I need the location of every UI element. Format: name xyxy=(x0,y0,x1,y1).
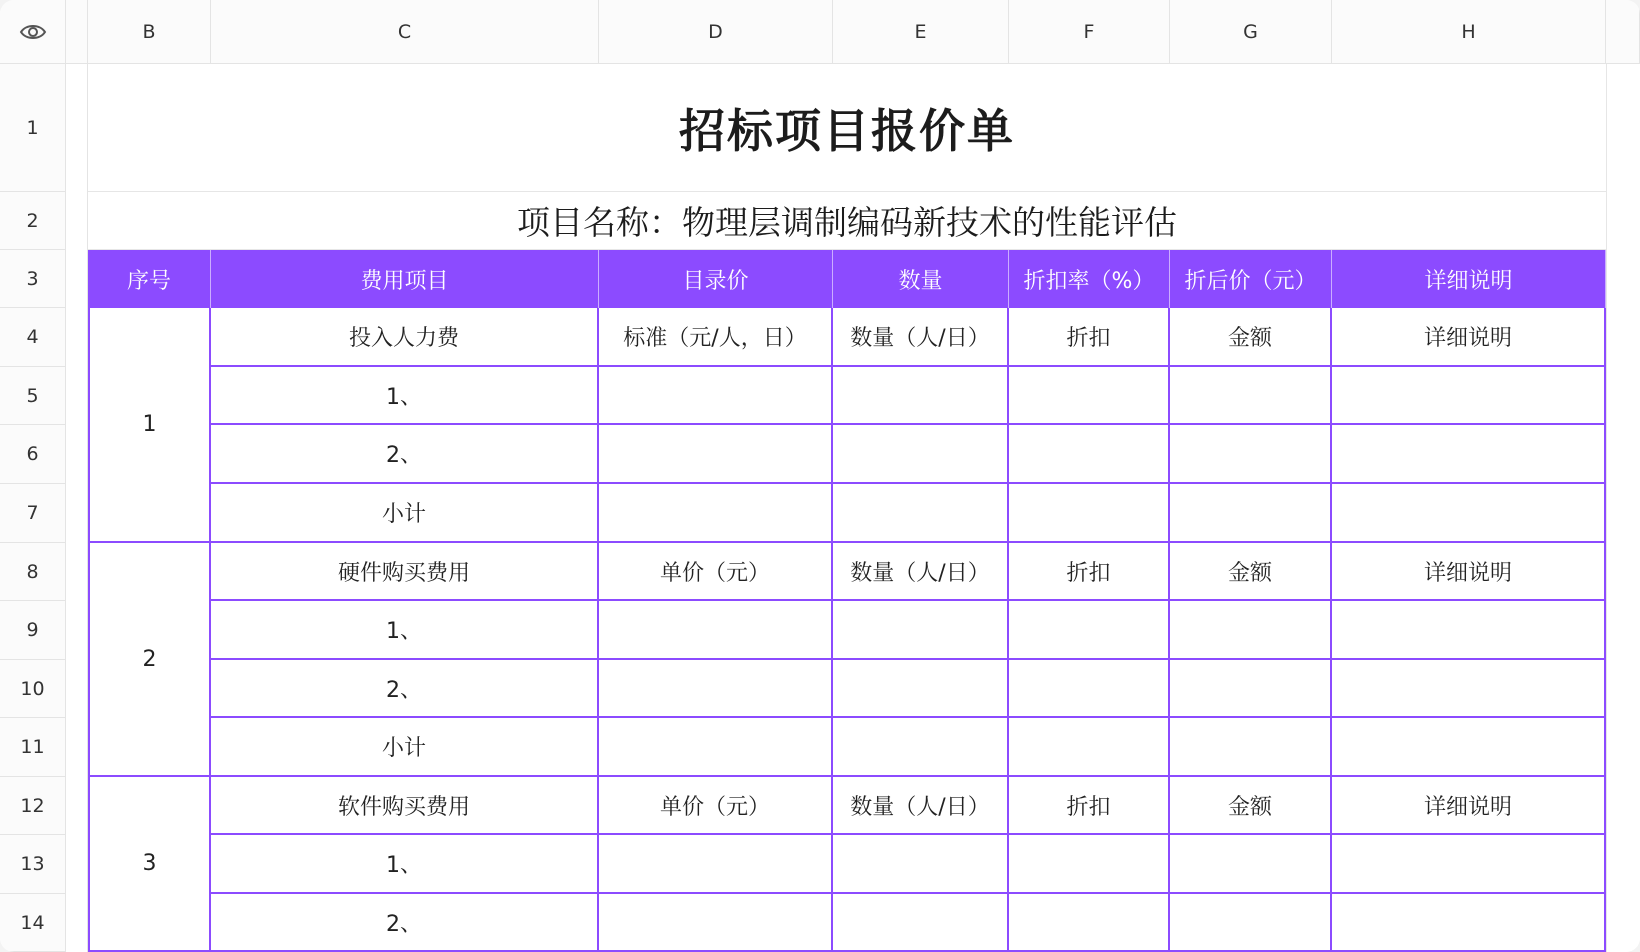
table-cell[interactable]: 1、 xyxy=(211,835,599,894)
table-cell[interactable]: 金额 xyxy=(1170,308,1332,367)
table-cell[interactable] xyxy=(599,425,833,484)
table-cell[interactable]: 2、 xyxy=(211,894,599,952)
table-cell[interactable]: 标准（元/人，日） xyxy=(599,308,833,367)
eye-icon[interactable] xyxy=(19,23,47,41)
sheet-right-margin xyxy=(1606,64,1640,952)
table-cell[interactable] xyxy=(1170,484,1332,543)
table-cell[interactable]: 折扣 xyxy=(1009,777,1170,835)
table-cell[interactable]: 金额 xyxy=(1170,777,1332,835)
select-all-corner[interactable] xyxy=(0,0,66,64)
table-cell[interactable]: 详细说明 xyxy=(1332,777,1606,835)
table-cell[interactable] xyxy=(1009,718,1170,777)
table-cell[interactable] xyxy=(599,835,833,894)
hidden-column-a-header[interactable] xyxy=(66,0,88,64)
column-header[interactable]: D xyxy=(599,0,833,64)
table-cell[interactable] xyxy=(1009,660,1170,718)
table-header-cell[interactable]: 费用项目 xyxy=(211,250,599,308)
table-cell[interactable] xyxy=(1332,425,1606,484)
table-cell[interactable] xyxy=(1170,660,1332,718)
table-header-cell[interactable]: 折扣率（%） xyxy=(1009,250,1170,308)
table-cell[interactable] xyxy=(1170,367,1332,425)
sequence-cell[interactable]: 1 xyxy=(88,308,211,543)
table-cell[interactable] xyxy=(833,425,1009,484)
row-header[interactable]: 14 xyxy=(0,894,66,952)
hidden-column-a-strip xyxy=(66,64,88,952)
table-cell[interactable] xyxy=(833,367,1009,425)
table-cell[interactable] xyxy=(833,660,1009,718)
row-header[interactable]: 12 xyxy=(0,777,66,835)
table-header-cell[interactable]: 折后价（元） xyxy=(1170,250,1332,308)
table-cell[interactable] xyxy=(1332,601,1606,660)
project-name[interactable]: 项目名称：物理层调制编码新技术的性能评估 xyxy=(88,192,1606,250)
table-cell[interactable] xyxy=(833,835,1009,894)
row-header[interactable]: 10 xyxy=(0,660,66,718)
table-cell[interactable]: 小计 xyxy=(211,718,599,777)
row-header[interactable]: 6 xyxy=(0,425,66,484)
table-cell[interactable] xyxy=(1332,894,1606,952)
table-cell[interactable]: 软件购买费用 xyxy=(211,777,599,835)
table-cell[interactable]: 硬件购买费用 xyxy=(211,543,599,601)
row-header[interactable]: 1 xyxy=(0,64,66,192)
table-cell[interactable] xyxy=(599,718,833,777)
table-cell[interactable]: 金额 xyxy=(1170,543,1332,601)
table-cell[interactable] xyxy=(833,718,1009,777)
row-header[interactable]: 11 xyxy=(0,718,66,777)
table-cell[interactable] xyxy=(1332,660,1606,718)
table-cell[interactable] xyxy=(599,601,833,660)
table-cell[interactable]: 2、 xyxy=(211,425,599,484)
table-cell[interactable] xyxy=(1009,425,1170,484)
table-cell[interactable] xyxy=(833,894,1009,952)
table-cell[interactable]: 小计 xyxy=(211,484,599,543)
table-cell[interactable] xyxy=(599,484,833,543)
table-header-cell[interactable]: 目录价 xyxy=(599,250,833,308)
table-cell[interactable] xyxy=(833,484,1009,543)
table-header-cell[interactable]: 序号 xyxy=(88,250,211,308)
column-header[interactable]: B xyxy=(88,0,211,64)
table-cell[interactable] xyxy=(1170,894,1332,952)
row-header[interactable]: 2 xyxy=(0,192,66,250)
table-cell[interactable]: 折扣 xyxy=(1009,308,1170,367)
table-cell[interactable] xyxy=(1009,601,1170,660)
table-header-cell[interactable]: 详细说明 xyxy=(1332,250,1606,308)
table-cell[interactable]: 折扣 xyxy=(1009,543,1170,601)
table-header-cell[interactable]: 数量 xyxy=(833,250,1009,308)
table-cell[interactable] xyxy=(1332,367,1606,425)
column-header[interactable]: C xyxy=(211,0,599,64)
sequence-cell[interactable]: 3 xyxy=(88,777,211,952)
table-cell[interactable]: 2、 xyxy=(211,660,599,718)
table-cell[interactable] xyxy=(1009,835,1170,894)
row-header[interactable]: 5 xyxy=(0,367,66,425)
row-header[interactable]: 8 xyxy=(0,543,66,601)
column-header[interactable]: E xyxy=(833,0,1009,64)
table-cell[interactable] xyxy=(599,367,833,425)
row-header[interactable]: 7 xyxy=(0,484,66,543)
table-cell[interactable]: 1、 xyxy=(211,367,599,425)
table-cell[interactable] xyxy=(1332,718,1606,777)
table-cell[interactable]: 单价（元） xyxy=(599,543,833,601)
table-cell[interactable] xyxy=(1170,835,1332,894)
column-header[interactable]: G xyxy=(1170,0,1332,64)
table-cell[interactable] xyxy=(1332,835,1606,894)
table-cell[interactable] xyxy=(1332,484,1606,543)
row-header[interactable]: 13 xyxy=(0,835,66,894)
table-cell[interactable]: 详细说明 xyxy=(1332,543,1606,601)
row-header[interactable]: 3 xyxy=(0,250,66,308)
table-cell[interactable] xyxy=(1009,894,1170,952)
table-cell[interactable] xyxy=(1009,367,1170,425)
table-cell[interactable]: 数量（人/日） xyxy=(833,308,1009,367)
table-cell[interactable] xyxy=(599,894,833,952)
column-header-overflow xyxy=(1606,0,1640,64)
row-header[interactable]: 4 xyxy=(0,308,66,367)
table-cell[interactable]: 数量（人/日） xyxy=(833,777,1009,835)
table-cell[interactable]: 数量（人/日） xyxy=(833,543,1009,601)
table-cell[interactable] xyxy=(833,601,1009,660)
row-header[interactable]: 9 xyxy=(0,601,66,660)
table-cell[interactable] xyxy=(1170,601,1332,660)
column-header[interactable]: F xyxy=(1009,0,1170,64)
table-cell[interactable] xyxy=(1170,718,1332,777)
table-cell[interactable]: 详细说明 xyxy=(1332,308,1606,367)
sheet-title[interactable]: 招标项目报价单 xyxy=(88,64,1606,192)
table-cell[interactable] xyxy=(1170,425,1332,484)
table-cell[interactable]: 投入人力费 xyxy=(211,308,599,367)
table-cell[interactable] xyxy=(599,660,833,718)
table-cell[interactable]: 单价（元） xyxy=(599,777,833,835)
column-header[interactable]: H xyxy=(1332,0,1606,64)
table-cell[interactable]: 1、 xyxy=(211,601,599,660)
sequence-cell[interactable]: 2 xyxy=(88,543,211,777)
table-cell[interactable] xyxy=(1009,484,1170,543)
